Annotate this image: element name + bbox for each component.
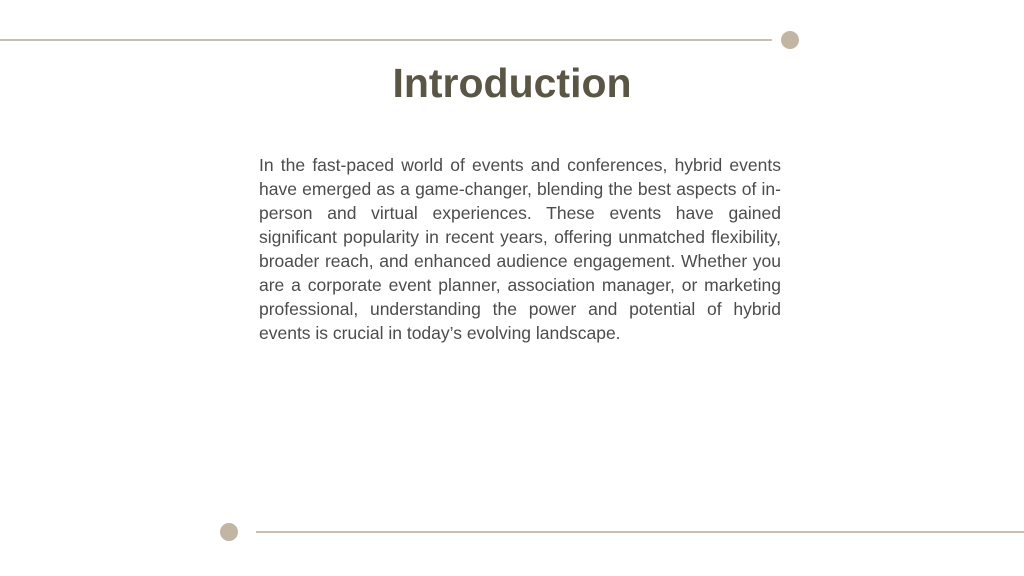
- intro-paragraph: In the fast-paced world of events and conferences, hybrid events have emerged as a game-changer, blending the best aspects of in-person and virtual experiences. These events have gained significant popularity in recent years, offering unmatched flexibility, broader reach, and enhanced audience engagement. Whether you are a corporate event planner, association manager, or marketing professional, understanding the power and potential of hybrid events is crucial in today’s evolving landscape.: [259, 155, 781, 343]
- slide-title: Introduction: [392, 60, 632, 106]
- top-divider-line: [0, 39, 772, 41]
- bottom-divider-line: [256, 531, 1024, 533]
- bottom-accent-dot: [220, 523, 238, 541]
- top-accent-dot: [781, 31, 799, 49]
